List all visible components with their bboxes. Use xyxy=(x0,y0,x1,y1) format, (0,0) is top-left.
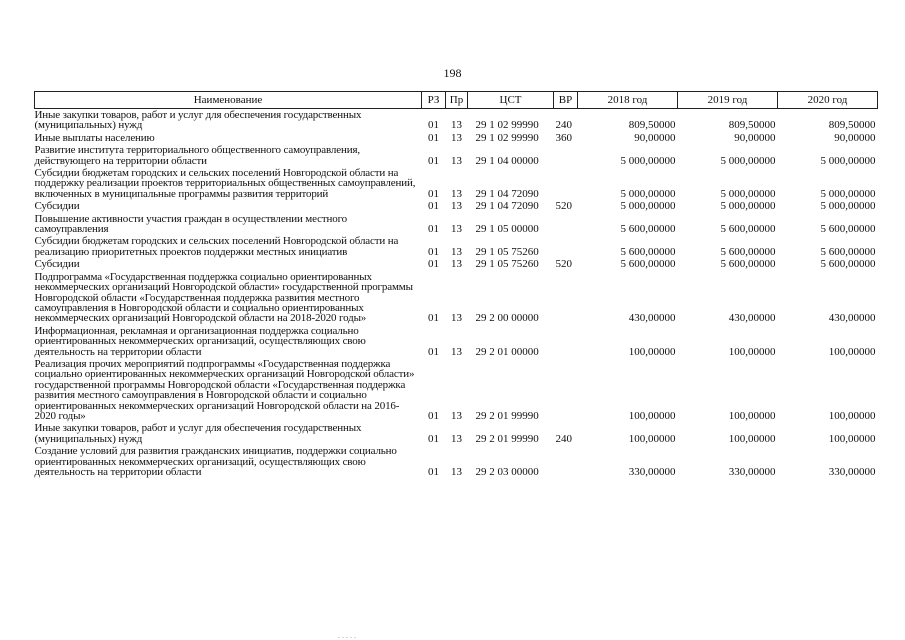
row-value-2019: 5 000,00000 xyxy=(720,154,776,167)
row-value-2019: 330,00000 xyxy=(728,466,776,478)
table-row xyxy=(35,167,878,200)
row-name: Развитие института территориального общественного самоуправления, действующего на территории области xyxy=(34,144,360,167)
row-name: Иные выплаты населению xyxy=(34,131,155,144)
row-value-2019: 430,00000 xyxy=(728,312,776,325)
row-value-2019: 100,00000 xyxy=(728,409,776,422)
table-row xyxy=(35,422,878,445)
table-row xyxy=(35,109,878,132)
row-value-2018: 5 000,00000 xyxy=(620,154,676,167)
header-2018: 2018 год xyxy=(578,92,678,109)
row-cst: 29 2 03 00000 xyxy=(475,466,539,478)
row-value-2020: 330,00000 xyxy=(828,466,876,478)
row-name: Субсидии xyxy=(34,258,80,271)
row-vr: 520 xyxy=(555,200,572,213)
row-pr: 13 xyxy=(451,154,462,167)
row-pr: 13 xyxy=(451,131,462,144)
table-row xyxy=(35,213,878,236)
row-rz: 01 xyxy=(428,432,439,445)
row-pr: 13 xyxy=(451,312,462,325)
row-pr: 13 xyxy=(451,466,462,478)
row-value-2018: 100,00000 xyxy=(628,345,676,358)
row-vr xyxy=(554,325,578,358)
row-value-2020: 5 000,00000 xyxy=(820,187,876,200)
row-rz: 01 xyxy=(428,409,439,422)
row-value-2018: 100,00000 xyxy=(628,432,676,445)
row-value-2018: 90,00000 xyxy=(634,131,676,144)
row-cst: 29 1 05 00000 xyxy=(475,223,539,236)
row-cst: 29 1 02 99990 xyxy=(475,119,539,132)
row-value-2020: 100,00000 xyxy=(828,409,876,422)
header-name: Наименование xyxy=(35,92,422,109)
row-value-2020: 5 600,00000 xyxy=(820,258,876,271)
row-value-2019: 100,00000 xyxy=(728,345,776,358)
row-vr xyxy=(554,167,578,200)
row-pr: 13 xyxy=(451,119,462,132)
row-name: Информационная, рекламная и организационная поддержка социально ориентированных некоммерческих организаций, осуществляющих свою деятельность на территории области xyxy=(34,324,366,358)
row-vr xyxy=(554,144,578,167)
row-name: Субсидии бюджетам городских и сельских поселений Новгородской области на поддержку реализации проектов территориальных общественных самоуправлений, включенных в муниципальные программы развития территорий xyxy=(34,167,416,200)
table-header-row xyxy=(35,92,878,109)
row-value-2019: 5 600,00000 xyxy=(720,223,776,236)
row-pr: 13 xyxy=(451,245,462,258)
row-name: Повышение активности участия граждан в осуществлении местного самоуправления xyxy=(34,212,348,236)
table-row xyxy=(35,445,878,478)
header-pr: Пр xyxy=(446,92,468,109)
row-vr xyxy=(554,358,578,422)
row-vr xyxy=(554,213,578,236)
row-name: Создание условий для развития гражданских инициатив, поддержки социально ориентированных некоммерческих организаций, осуществляющих свою деятельность на территории области xyxy=(34,445,397,478)
row-cst: 29 1 05 75260 xyxy=(475,258,539,271)
row-vr: 240 xyxy=(555,432,572,445)
row-rz: 01 xyxy=(428,258,439,271)
row-rz: 01 xyxy=(428,200,439,213)
row-value-2018: 809,50000 xyxy=(628,119,676,132)
row-vr: 360 xyxy=(555,131,572,144)
table-row xyxy=(35,144,878,167)
row-vr: 520 xyxy=(555,258,572,271)
row-pr: 13 xyxy=(451,432,462,445)
row-cst: 29 1 02 99990 xyxy=(475,131,539,144)
row-vr xyxy=(554,235,578,258)
row-pr: 13 xyxy=(451,409,462,422)
row-rz: 01 xyxy=(428,187,439,200)
row-value-2018: 100,00000 xyxy=(628,409,676,422)
row-rz: 01 xyxy=(428,345,439,358)
table-row xyxy=(35,258,878,270)
row-pr: 13 xyxy=(451,200,462,213)
row-name: Иные закупки товаров, работ и услуг для обеспечения государственных (муниципальных) нужд xyxy=(34,422,362,445)
row-pr: 13 xyxy=(451,345,462,358)
row-cst: 29 2 01 99990 xyxy=(475,432,539,445)
table-row xyxy=(35,235,878,258)
row-value-2018: 5 600,00000 xyxy=(620,245,676,258)
row-pr: 13 xyxy=(451,187,462,200)
table-row xyxy=(35,358,878,422)
row-value-2019: 5 600,00000 xyxy=(720,245,776,258)
row-value-2019: 809,50000 xyxy=(728,119,776,132)
row-value-2018: 330,00000 xyxy=(628,466,676,478)
row-value-2020: 100,00000 xyxy=(828,345,876,358)
table-row xyxy=(35,200,878,212)
table-row xyxy=(35,325,878,358)
row-rz: 01 xyxy=(428,154,439,167)
row-name: Иные закупки товаров, работ и услуг для обеспечения государственных (муниципальных) нужд xyxy=(34,109,362,132)
row-value-2020: 90,00000 xyxy=(834,131,876,144)
row-cst: 29 2 00 00000 xyxy=(475,312,539,325)
row-value-2020: 5 600,00000 xyxy=(820,223,876,236)
row-value-2020: 430,00000 xyxy=(828,312,876,325)
row-name: Субсидии xyxy=(34,200,80,213)
row-rz: 01 xyxy=(428,223,439,236)
row-rz: 01 xyxy=(428,119,439,132)
header-rz: РЗ xyxy=(422,92,446,109)
row-cst: 29 1 05 75260 xyxy=(475,245,539,258)
row-rz: 01 xyxy=(428,245,439,258)
row-value-2020: 100,00000 xyxy=(828,432,876,445)
row-value-2020: 5 000,00000 xyxy=(820,154,876,167)
header-vr: ВР xyxy=(554,92,578,109)
row-name: Субсидии бюджетам городских и сельских поселений Новгородской области на реализацию приоритетных проектов поддержки местных инициатив xyxy=(34,235,399,258)
row-rz: 01 xyxy=(428,131,439,144)
row-name: Реализация прочих мероприятий подпрограммы «Государственная поддержка социально ориентированных некоммерческих организаций Новгородской области» государственной программы Новгородской области «Государственная поддержка развития местного самоуправления в Новгородской области и социально ориентированных некоммерческих организаций Новгородской области на 2016-2020 годы» xyxy=(34,357,415,422)
row-value-2020: 5 000,00000 xyxy=(820,200,876,213)
row-cst: 29 1 04 72090 xyxy=(475,200,539,213)
row-cst: 29 2 01 99990 xyxy=(475,409,539,422)
table-row xyxy=(35,271,878,325)
row-rz: 01 xyxy=(428,312,439,325)
header-cst: ЦСТ xyxy=(468,92,554,109)
row-cst: 29 1 04 72090 xyxy=(475,187,539,200)
row-value-2019: 5 600,00000 xyxy=(720,258,776,271)
row-cst: 29 2 01 00000 xyxy=(475,345,539,358)
row-value-2019: 5 000,00000 xyxy=(720,187,776,200)
page-number: 198 xyxy=(443,66,462,80)
row-value-2018: 5 000,00000 xyxy=(620,187,676,200)
row-value-2018: 430,00000 xyxy=(628,312,676,325)
budget-table xyxy=(34,91,878,478)
row-value-2020: 809,50000 xyxy=(828,119,876,132)
row-value-2018: 5 600,00000 xyxy=(620,223,676,236)
row-value-2018: 5 600,00000 xyxy=(620,258,676,271)
row-cst: 29 1 04 00000 xyxy=(475,154,539,167)
row-value-2019: 90,00000 xyxy=(734,131,776,144)
row-value-2020: 5 600,00000 xyxy=(820,245,876,258)
row-value-2018: 5 000,00000 xyxy=(620,200,676,213)
row-rz: 01 xyxy=(428,466,439,478)
row-value-2019: 5 000,00000 xyxy=(720,200,776,213)
row-pr: 13 xyxy=(451,258,462,271)
footer-marks: ..... xyxy=(338,631,358,640)
row-vr: 240 xyxy=(555,119,572,132)
row-vr xyxy=(554,445,578,478)
row-pr: 13 xyxy=(451,223,462,236)
row-value-2019: 100,00000 xyxy=(728,432,776,445)
row-vr xyxy=(554,271,578,325)
header-2019: 2019 год xyxy=(678,92,778,109)
row-name: Подпрограмма «Государственная поддержка социально ориентированных некоммерческих организаций Новгородской области» государственной программы Новгородской области «Государственная поддержка развития местного самоуправления в Новгородской области и социально ориентированных некоммерческих организаций Новгородской области на 2018-2020 годы» xyxy=(34,270,413,325)
table-body xyxy=(35,109,878,479)
header-2020: 2020 год xyxy=(778,92,878,109)
table-row xyxy=(35,132,878,144)
